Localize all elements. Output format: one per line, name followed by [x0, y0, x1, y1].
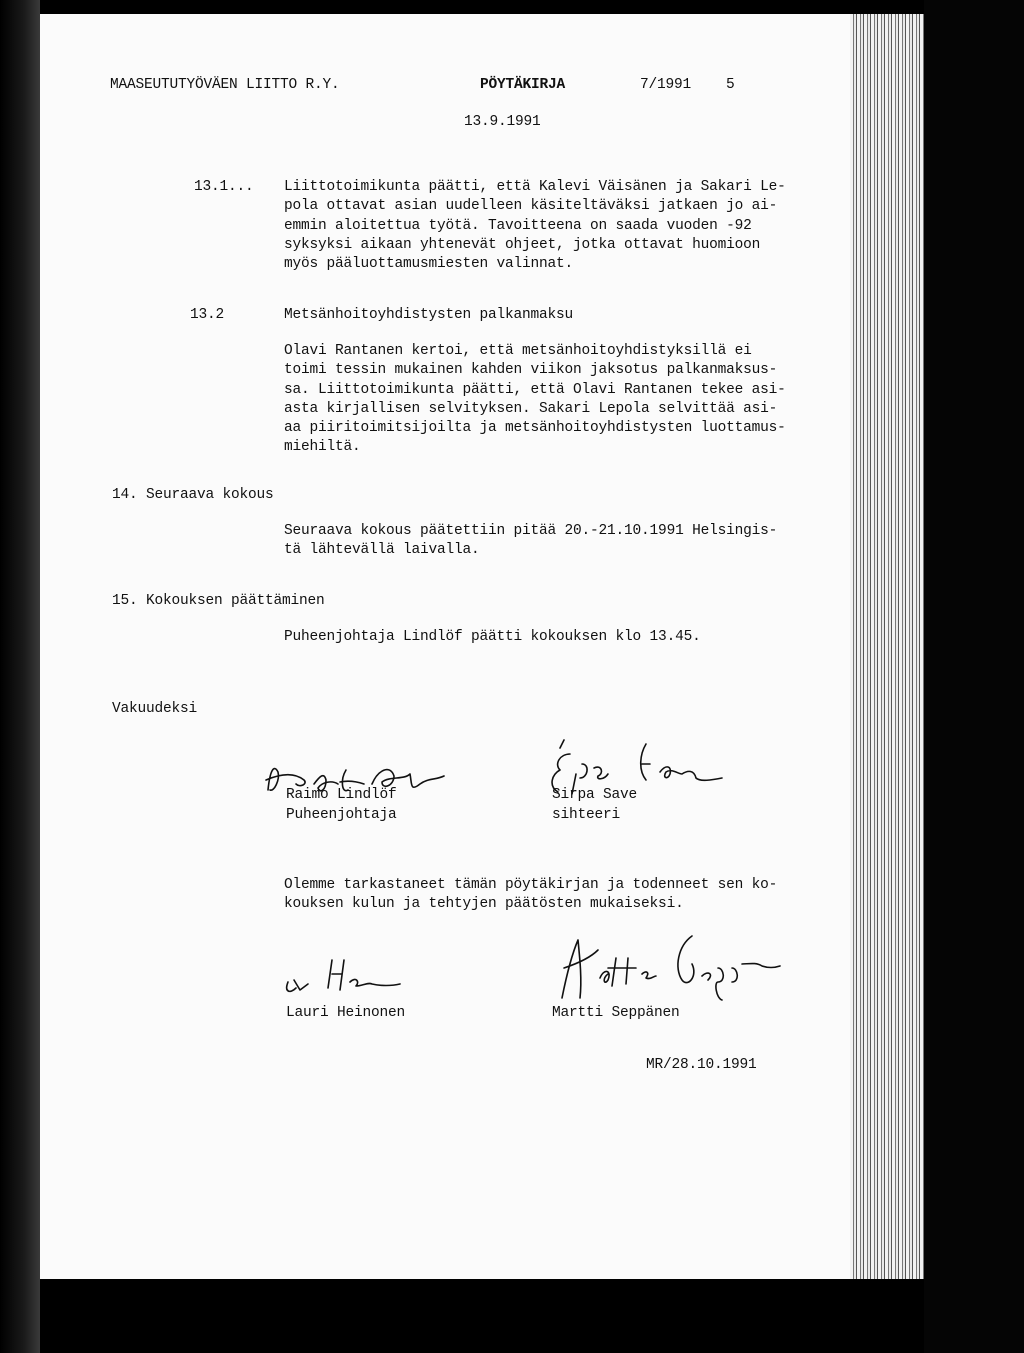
- paragraph-line: miehiltä.: [284, 439, 361, 456]
- chair-role: Puheenjohtaja: [286, 807, 397, 823]
- footer-reference: MR/28.10.1991: [646, 1057, 757, 1073]
- reviewer2-name: Martti Seppänen: [552, 1005, 680, 1021]
- section-15-body: [284, 628, 701, 647]
- scan-bottom-border: [40, 1279, 924, 1353]
- doc-number: 7/1991: [640, 77, 692, 93]
- section-15-heading: 15. Kokouksen päättäminen: [112, 593, 325, 609]
- org-name: MAASEUTUTYÖVÄEN LIITTO R.Y.: [110, 77, 340, 93]
- secretary-name: Sirpa Save: [552, 787, 638, 803]
- paragraph-line: emmin aloitettua työtä. Tavoitteena on saada vuoden -92: [284, 217, 752, 234]
- meeting-date: 13.9.1991: [464, 114, 541, 130]
- paragraph-line: Liittotoimikunta päätti, että Kalevi Väisänen ja Sakari Le-: [284, 179, 786, 195]
- paragraph-line: tä lähtevällä laivalla.: [284, 542, 480, 559]
- page-edge-stack: [850, 14, 924, 1279]
- paragraph-line: Puheenjohtaja Lindlöf päätti kokouksen klo 13.45.: [284, 629, 701, 645]
- scan-right-border: [924, 0, 1024, 1353]
- reviewer1-signature-icon: [280, 952, 420, 1002]
- section-13-1-number: 13.1...: [194, 179, 254, 195]
- paragraph-line: aa piiritoimitsijoilta ja metsänhoitoyhdistysten luottamus-: [284, 420, 786, 437]
- section-13-2-number: 13.2: [190, 307, 225, 323]
- paragraph-line: Olemme tarkastaneet tämän pöytäkirjan ja todenneet sen ko-: [284, 877, 778, 893]
- paragraph-line: syksyksi aikaan yhtenevät ohjeet, jotka ottavat huomioon: [284, 236, 761, 253]
- review-statement: [284, 876, 777, 915]
- paragraph-line: sa. Liittotoimikunta päätti, että Olavi Rantanen tekee asi-: [284, 381, 786, 398]
- attestation-heading: Vakuudeksi: [112, 701, 198, 717]
- document-page: [40, 14, 850, 1279]
- reviewer1-name: Lauri Heinonen: [286, 1005, 406, 1021]
- secretary-role: sihteeri: [552, 807, 621, 823]
- section-14-body: [284, 522, 777, 561]
- section-13-2-title: Metsänhoitoyhdistysten palkanmaksu: [284, 307, 574, 323]
- chair-name: Raimo Lindlöf: [286, 787, 397, 803]
- page-number: 5: [726, 77, 735, 93]
- section-13-2-body: [284, 342, 786, 458]
- paragraph-line: kouksen kulun ja tehtyjen päätösten mukaiseksi.: [284, 896, 684, 913]
- binding-shadow: [0, 0, 40, 1353]
- section-14-heading: 14. Seuraava kokous: [112, 487, 274, 503]
- paragraph-line: Seuraava kokous päätettiin pitää 20.-21.10.1991 Helsingis-: [284, 523, 778, 539]
- paragraph-line: Olavi Rantanen kertoi, että metsänhoitoyhdistyksillä ei: [284, 343, 752, 359]
- paragraph-line: toimi tessin mukainen kahden viikon jaksotus palkanmaksus-: [284, 362, 778, 379]
- paragraph-line: pola ottavat asian uudelleen käsiteltäväksi jatkaen jo ai-: [284, 198, 778, 215]
- paragraph-line: asta kirjallisen selvityksen. Sakari Lepola selvittää asi-: [284, 400, 778, 417]
- section-13-1-body: [284, 178, 786, 274]
- paragraph-line: myös pääluottamusmiesten valinnat.: [284, 256, 574, 273]
- doc-type: PÖYTÄKIRJA: [480, 77, 566, 93]
